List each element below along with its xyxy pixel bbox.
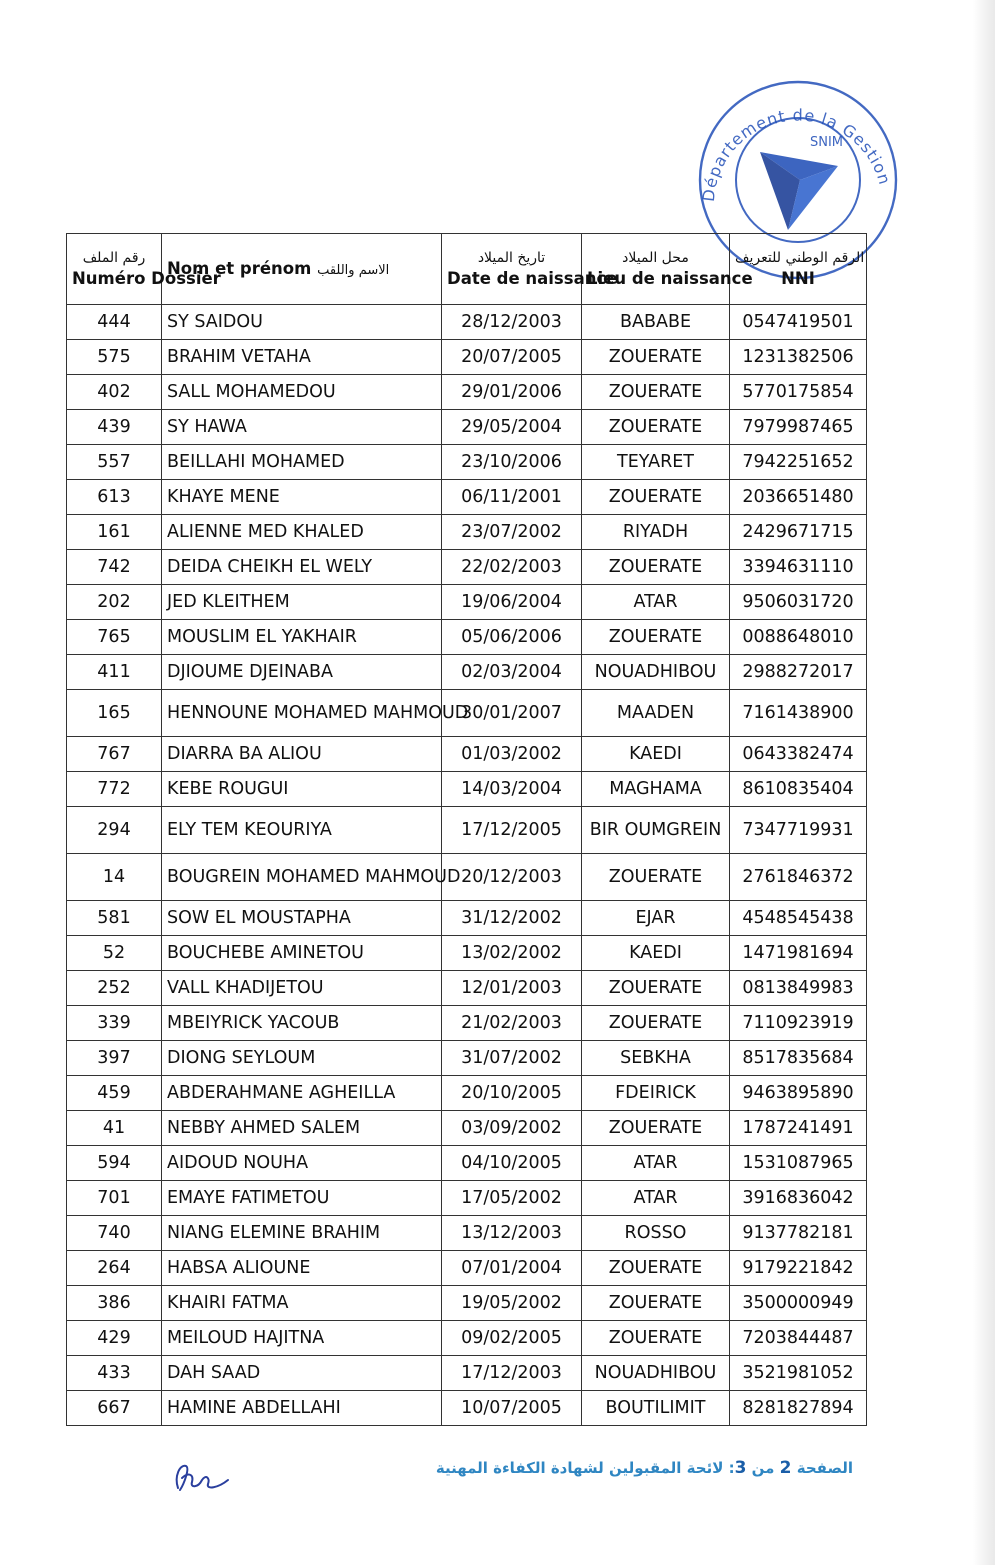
cell-birth-place: EJAR (582, 901, 730, 936)
cell-birth-place: ZOUERATE (582, 971, 730, 1006)
cell-nni: 1787241491 (730, 1111, 867, 1146)
stamp-logo (760, 135, 843, 230)
cell-nni: 8281827894 (730, 1391, 867, 1426)
cell-birth-place: ROSSO (582, 1216, 730, 1251)
cell-birth-place: ZOUERATE (582, 854, 730, 901)
cell-name: ABDERAHMANE AGHEILLA (162, 1076, 442, 1111)
cell-file-number: 294 (67, 807, 162, 854)
cell-nni: 9463895890 (730, 1076, 867, 1111)
cell-birth-date: 29/05/2004 (442, 410, 582, 445)
cell-birth-place: RIYADH (582, 515, 730, 550)
table-row (67, 1146, 867, 1181)
cell-birth-place: ZOUERATE (582, 410, 730, 445)
cell-nni: 8517835684 (730, 1041, 867, 1076)
cell-birth-date: 19/05/2002 (442, 1286, 582, 1321)
cell-name: HAMINE ABDELLAHI (162, 1391, 442, 1426)
cell-file-number: 740 (67, 1216, 162, 1251)
cell-birth-date: 30/01/2007 (442, 690, 582, 737)
cell-file-number: 772 (67, 772, 162, 807)
cell-birth-date: 17/12/2005 (442, 807, 582, 854)
admitted-candidates-table (66, 233, 867, 1426)
cell-birth-date: 29/01/2006 (442, 375, 582, 410)
table-row (67, 375, 867, 410)
cell-birth-date: 20/10/2005 (442, 1076, 582, 1111)
cell-file-number: 339 (67, 1006, 162, 1041)
cell-name: DJIOUME DJEINABA (162, 655, 442, 690)
cell-name: KHAIRI FATMA (162, 1286, 442, 1321)
table-row (67, 340, 867, 375)
cell-birth-date: 06/11/2001 (442, 480, 582, 515)
cell-file-number: 444 (67, 305, 162, 340)
cell-name: VALL KHADIJETOU (162, 971, 442, 1006)
cell-name: HABSA ALIOUNE (162, 1251, 442, 1286)
cell-birth-date: 07/01/2004 (442, 1251, 582, 1286)
header-birth-place: محل الميلاد Lieu de naissance (582, 234, 730, 305)
header-birth-date: تاريخ الميلاد Date de naissance (442, 234, 582, 305)
cell-birth-place: KAEDI (582, 737, 730, 772)
cell-file-number: 41 (67, 1111, 162, 1146)
handwritten-signature (170, 1458, 240, 1498)
cell-file-number: 14 (67, 854, 162, 901)
cell-birth-date: 05/06/2006 (442, 620, 582, 655)
cell-file-number: 765 (67, 620, 162, 655)
cell-birth-date: 09/02/2005 (442, 1321, 582, 1356)
cell-name: BRAHIM VETAHA (162, 340, 442, 375)
cell-file-number: 402 (67, 375, 162, 410)
header-file-number: رقم الملف Numéro Dossier (67, 234, 162, 305)
cell-file-number: 701 (67, 1181, 162, 1216)
cell-file-number: 742 (67, 550, 162, 585)
cell-birth-date: 13/02/2002 (442, 936, 582, 971)
header-name: Nom et prénom الاسم واللقب (162, 234, 442, 305)
cell-birth-date: 14/03/2004 (442, 772, 582, 807)
cell-nni: 0547419501 (730, 305, 867, 340)
cell-nni: 0088648010 (730, 620, 867, 655)
cell-birth-place: ZOUERATE (582, 1111, 730, 1146)
cell-name: NIANG ELEMINE BRAHIM (162, 1216, 442, 1251)
cell-birth-place: ATAR (582, 1146, 730, 1181)
cell-birth-date: 21/02/2003 (442, 1006, 582, 1041)
cell-birth-date: 10/07/2005 (442, 1391, 582, 1426)
cell-nni: 0813849983 (730, 971, 867, 1006)
cell-birth-place: BOUTILIMIT (582, 1391, 730, 1426)
cell-name: BEILLAHI MOHAMED (162, 445, 442, 480)
cell-birth-date: 02/03/2004 (442, 655, 582, 690)
cell-file-number: 202 (67, 585, 162, 620)
cell-name: DIARRA BA ALIOU (162, 737, 442, 772)
cell-birth-place: NOUADHIBOU (582, 655, 730, 690)
table-row (67, 1286, 867, 1321)
cell-nni: 4548545438 (730, 901, 867, 936)
table-row (67, 1006, 867, 1041)
svg-text:SNIM: SNIM (810, 135, 844, 150)
cell-birth-place: TEYARET (582, 445, 730, 480)
cell-name: SOW EL MOUSTAPHA (162, 901, 442, 936)
cell-nni: 7203844487 (730, 1321, 867, 1356)
cell-name: SY SAIDOU (162, 305, 442, 340)
cell-nni: 0643382474 (730, 737, 867, 772)
scan-edge (973, 0, 995, 1565)
cell-nni: 9137782181 (730, 1216, 867, 1251)
cell-file-number: 52 (67, 936, 162, 971)
table-row (67, 1216, 867, 1251)
table-row (67, 854, 867, 901)
cell-birth-place: BABABE (582, 305, 730, 340)
cell-nni: 1471981694 (730, 936, 867, 971)
table-row (67, 1251, 867, 1286)
cell-nni: 2761846372 (730, 854, 867, 901)
table-row (67, 971, 867, 1006)
cell-name: EMAYE FATIMETOU (162, 1181, 442, 1216)
table-row (67, 305, 867, 340)
cell-file-number: 165 (67, 690, 162, 737)
cell-file-number: 161 (67, 515, 162, 550)
cell-birth-date: 23/10/2006 (442, 445, 582, 480)
cell-birth-date: 13/12/2003 (442, 1216, 582, 1251)
cell-birth-date: 01/03/2002 (442, 737, 582, 772)
cell-birth-date: 31/07/2002 (442, 1041, 582, 1076)
cell-file-number: 411 (67, 655, 162, 690)
table-row (67, 515, 867, 550)
table-row (67, 807, 867, 854)
table-row (67, 1041, 867, 1076)
table-row (67, 445, 867, 480)
table-row (67, 772, 867, 807)
cell-nni: 3521981052 (730, 1356, 867, 1391)
cell-nni: 7979987465 (730, 410, 867, 445)
cell-name: SY HAWA (162, 410, 442, 445)
cell-nni: 9179221842 (730, 1251, 867, 1286)
cell-birth-date: 03/09/2002 (442, 1111, 582, 1146)
table-row (67, 585, 867, 620)
cell-birth-place: BIR OUMGREIN (582, 807, 730, 854)
cell-birth-place: ATAR (582, 1181, 730, 1216)
cell-birth-place: MAGHAMA (582, 772, 730, 807)
cell-file-number: 594 (67, 1146, 162, 1181)
cell-nni: 7161438900 (730, 690, 867, 737)
cell-nni: 2988272017 (730, 655, 867, 690)
cell-birth-place: ATAR (582, 585, 730, 620)
cell-birth-date: 20/07/2005 (442, 340, 582, 375)
cell-birth-place: ZOUERATE (582, 1286, 730, 1321)
cell-name: MBEIYRICK YACOUB (162, 1006, 442, 1041)
table-row (67, 1181, 867, 1216)
cell-name: MEILOUD HAJITNA (162, 1321, 442, 1356)
table-row (67, 1076, 867, 1111)
cell-file-number: 459 (67, 1076, 162, 1111)
table-body (67, 305, 867, 1426)
cell-name: BOUCHEBE AMINETOU (162, 936, 442, 971)
cell-file-number: 613 (67, 480, 162, 515)
cell-nni: 9506031720 (730, 585, 867, 620)
cell-birth-place: ZOUERATE (582, 1321, 730, 1356)
cell-name: ALIENNE MED KHALED (162, 515, 442, 550)
table-row (67, 936, 867, 971)
cell-nni: 1531087965 (730, 1146, 867, 1181)
cell-birth-place: ZOUERATE (582, 375, 730, 410)
cell-birth-place: ZOUERATE (582, 1251, 730, 1286)
cell-file-number: 439 (67, 410, 162, 445)
table-row (67, 690, 867, 737)
cell-birth-place: FDEIRICK (582, 1076, 730, 1111)
cell-nni: 3394631110 (730, 550, 867, 585)
cell-nni: 2036651480 (730, 480, 867, 515)
table-row (67, 1111, 867, 1146)
cell-nni: 3916836042 (730, 1181, 867, 1216)
cell-file-number: 557 (67, 445, 162, 480)
cell-birth-place: ZOUERATE (582, 480, 730, 515)
cell-file-number: 264 (67, 1251, 162, 1286)
cell-name: DEIDA CHEIKH EL WELY (162, 550, 442, 585)
cell-birth-place: NOUADHIBOU (582, 1356, 730, 1391)
cell-birth-place: ZOUERATE (582, 620, 730, 655)
cell-birth-date: 17/12/2003 (442, 1356, 582, 1391)
stamp-ring-text: Département de la Gestion (698, 105, 895, 203)
cell-name: MOUSLIM EL YAKHAIR (162, 620, 442, 655)
cell-birth-date: 04/10/2005 (442, 1146, 582, 1181)
table-row (67, 655, 867, 690)
table-row (67, 1391, 867, 1426)
cell-nni: 5770175854 (730, 375, 867, 410)
cell-nni: 1231382506 (730, 340, 867, 375)
cell-birth-place: SEBKHA (582, 1041, 730, 1076)
table-row (67, 1356, 867, 1391)
cell-birth-date: 22/02/2003 (442, 550, 582, 585)
cell-nni: 2429671715 (730, 515, 867, 550)
cell-file-number: 386 (67, 1286, 162, 1321)
cell-birth-place: ZOUERATE (582, 340, 730, 375)
table-row (67, 737, 867, 772)
cell-birth-date: 19/06/2004 (442, 585, 582, 620)
cell-birth-date: 12/01/2003 (442, 971, 582, 1006)
cell-name: BOUGREIN MOHAMED MAHMOUD (162, 854, 442, 901)
cell-name: AIDOUD NOUHA (162, 1146, 442, 1181)
header-nni: الرقم الوطني للتعريف NNI (730, 234, 867, 305)
cell-name: KHAYE MENE (162, 480, 442, 515)
cell-file-number: 581 (67, 901, 162, 936)
cell-birth-place: ZOUERATE (582, 550, 730, 585)
table-row (67, 480, 867, 515)
cell-file-number: 433 (67, 1356, 162, 1391)
cell-name: DAH SAAD (162, 1356, 442, 1391)
cell-name: DIONG SEYLOUM (162, 1041, 442, 1076)
cell-file-number: 767 (67, 737, 162, 772)
table-row (67, 550, 867, 585)
cell-name: SALL MOHAMEDOU (162, 375, 442, 410)
table-row (67, 620, 867, 655)
cell-name: NEBBY AHMED SALEM (162, 1111, 442, 1146)
cell-file-number: 575 (67, 340, 162, 375)
cell-birth-date: 17/05/2002 (442, 1181, 582, 1216)
cell-file-number: 397 (67, 1041, 162, 1076)
page-footer: الصفحة 2 من 3: لائحة المقبولين لشهادة الكفاءة المهنية (435, 1458, 853, 1478)
cell-name: HENNOUNE MOHAMED MAHMOUD (162, 690, 442, 737)
cell-nni: 8610835404 (730, 772, 867, 807)
cell-file-number: 667 (67, 1391, 162, 1426)
cell-birth-place: KAEDI (582, 936, 730, 971)
cell-nni: 7110923919 (730, 1006, 867, 1041)
cell-nni: 7347719931 (730, 807, 867, 854)
cell-file-number: 252 (67, 971, 162, 1006)
cell-file-number: 429 (67, 1321, 162, 1356)
cell-name: ELY TEM KEOURIYA (162, 807, 442, 854)
cell-nni: 3500000949 (730, 1286, 867, 1321)
cell-birth-place: ZOUERATE (582, 1006, 730, 1041)
table-row (67, 410, 867, 445)
cell-nni: 7942251652 (730, 445, 867, 480)
cell-birth-date: 28/12/2003 (442, 305, 582, 340)
table-row (67, 901, 867, 936)
cell-birth-place: MAADEN (582, 690, 730, 737)
table-row (67, 1321, 867, 1356)
cell-name: JED KLEITHEM (162, 585, 442, 620)
cell-name: KEBE ROUGUI (162, 772, 442, 807)
cell-birth-date: 20/12/2003 (442, 854, 582, 901)
cell-birth-date: 31/12/2002 (442, 901, 582, 936)
cell-birth-date: 23/07/2002 (442, 515, 582, 550)
table-header-row (67, 234, 867, 305)
